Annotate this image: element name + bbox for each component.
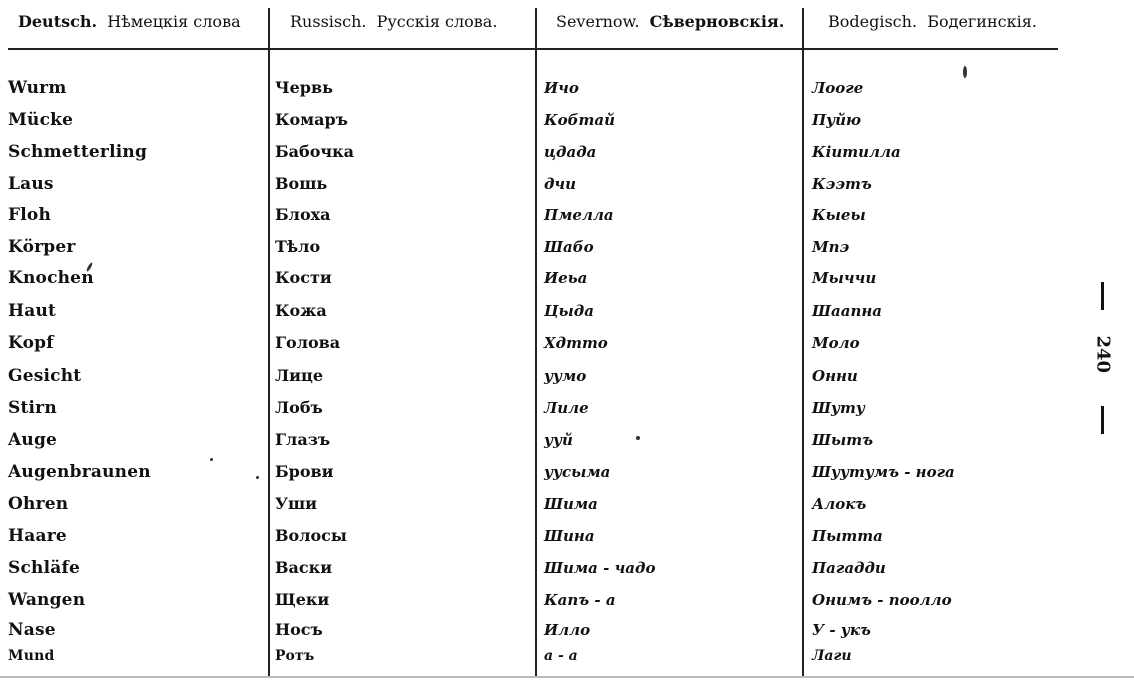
page-bottom-edge [0, 676, 1134, 678]
table-row [0, 333, 1060, 365]
cell-severnow: цдада [544, 143, 597, 161]
cell-bodegisch: Онни [812, 367, 858, 385]
cell-bodegisch: Лооге [812, 79, 864, 97]
table-row [0, 646, 1060, 678]
cell-severnow: Илло [544, 621, 591, 639]
cell-deutsch: Stirn [8, 398, 57, 418]
table-row [0, 78, 1060, 110]
table-row [0, 301, 1060, 333]
table-row [0, 590, 1060, 622]
cell-bodegisch: Шытъ [812, 431, 874, 449]
page-number-marker [1088, 282, 1118, 442]
header-bodegisch-latin: Bodegisch. [828, 12, 918, 31]
cell-deutsch: Auge [8, 430, 58, 450]
cell-russisch: Ротъ [275, 648, 315, 664]
table-row [0, 558, 1060, 590]
cell-severnow: а - а [544, 648, 578, 664]
ink-speck [963, 66, 967, 78]
table-row [0, 205, 1060, 237]
header-rule [8, 48, 1058, 50]
cell-bodegisch: Моло [812, 334, 860, 352]
cell-bodegisch: Кээтъ [812, 175, 872, 193]
cell-deutsch: Ohren [8, 494, 69, 514]
table-row [0, 237, 1060, 269]
cell-deutsch: Haare [8, 526, 67, 546]
cell-deutsch: Schläfe [8, 558, 80, 578]
cell-russisch: Бабочка [275, 142, 355, 161]
cell-bodegisch: Мпэ [812, 238, 850, 256]
header-severnow-latin: Severnow. [556, 12, 640, 31]
table-row [0, 494, 1060, 526]
table-row [0, 398, 1060, 430]
cell-deutsch: Floh [8, 205, 52, 225]
cell-russisch: Щеки [275, 590, 330, 609]
cell-russisch: Носъ [275, 620, 323, 639]
table-header [0, 0, 1060, 50]
cell-severnow: Шима - чадо [544, 559, 656, 577]
cell-deutsch: Laus [8, 174, 54, 194]
ink-speck [210, 458, 213, 461]
page-number-dash-top [1101, 282, 1104, 310]
header-russisch [290, 12, 497, 31]
cell-russisch: Глазъ [275, 430, 331, 449]
cell-bodegisch: Мыччи [812, 269, 877, 287]
cell-russisch: Кожа [275, 301, 327, 320]
cell-bodegisch: Кіитилла [812, 143, 901, 161]
cell-bodegisch: Лаги [812, 648, 852, 664]
cell-severnow: Цыда [544, 302, 594, 320]
cell-severnow: Лиле [544, 399, 589, 417]
header-deutsch-cyrillic: Нѣмецкія слова [107, 12, 241, 31]
header-deutsch [18, 12, 241, 31]
header-russisch-latin: Russisch. [290, 12, 367, 31]
cell-severnow: Шабо [544, 238, 594, 256]
cell-severnow: уусыма [544, 463, 611, 481]
cell-russisch: Лице [275, 366, 324, 385]
cell-deutsch: Nase [8, 620, 56, 640]
cell-deutsch: Wurm [8, 78, 67, 98]
table-row [0, 366, 1060, 398]
cell-severnow: Кобтай [544, 111, 615, 129]
cell-severnow: Иеьа [544, 269, 588, 287]
cell-bodegisch: Шуту [812, 399, 865, 417]
table-row [0, 174, 1060, 206]
cell-deutsch: Augenbraunen [8, 462, 151, 482]
table-row [0, 430, 1060, 462]
cell-bodegisch: Шаапна [812, 302, 883, 320]
cell-bodegisch: Шуутумъ - нога [812, 463, 955, 481]
header-deutsch-latin: Deutsch. [18, 12, 98, 31]
cell-russisch: Комаръ [275, 110, 348, 129]
cell-deutsch: Kopf [8, 333, 54, 353]
ink-speck [636, 436, 640, 440]
cell-russisch: Тѣло [275, 237, 321, 256]
table-row [0, 526, 1060, 558]
cell-bodegisch: Пагадди [812, 559, 886, 577]
cell-severnow: Хдтто [544, 334, 608, 352]
cell-severnow: Шина [544, 527, 595, 545]
table-row [0, 462, 1060, 494]
header-severnow [556, 12, 784, 31]
cell-russisch: Васки [275, 558, 333, 577]
cell-russisch: Брови [275, 462, 334, 481]
header-bodegisch [828, 12, 1037, 31]
cell-severnow: Пмелла [544, 206, 614, 224]
cell-deutsch: Gesicht [8, 366, 82, 386]
cell-severnow: уумо [544, 367, 587, 385]
cell-severnow: ууй [544, 431, 573, 449]
cell-russisch: Блоха [275, 205, 331, 224]
cell-bodegisch: У - укъ [812, 621, 871, 639]
cell-bodegisch: Пытта [812, 527, 883, 545]
cell-bodegisch: Кыеы [812, 206, 866, 224]
header-severnow-cyrillic: Сѣверновскія. [649, 12, 785, 31]
cell-russisch: Уши [275, 494, 318, 513]
table-row [0, 110, 1060, 142]
cell-deutsch: Haut [8, 301, 57, 321]
cell-russisch: Лобъ [275, 398, 323, 417]
cell-deutsch: Mund [8, 648, 55, 664]
table-row [0, 268, 1060, 300]
cell-bodegisch: Пуйю [812, 111, 862, 129]
cell-russisch: Кости [275, 268, 332, 287]
cell-russisch: Вошь [275, 174, 328, 193]
page-number-dash-bottom [1101, 406, 1104, 434]
cell-severnow: Ичо [544, 79, 579, 97]
page-number: 240 [1092, 335, 1114, 374]
cell-deutsch: Körper [8, 237, 76, 257]
cell-bodegisch: Алокъ [812, 495, 867, 513]
cell-russisch: Червь [275, 78, 333, 97]
cell-severnow: Шима [544, 495, 598, 513]
cell-deutsch: Mücke [8, 110, 74, 130]
ink-speck [256, 476, 259, 479]
cell-deutsch: Schmetterling [8, 142, 148, 162]
table-row [0, 142, 1060, 174]
cell-russisch: Голова [275, 333, 341, 352]
cell-severnow: дчи [544, 175, 577, 193]
header-russisch-cyrillic: Русскія слова. [376, 12, 498, 31]
cell-russisch: Волосы [275, 526, 347, 545]
cell-deutsch: Knochen [8, 268, 94, 288]
cell-bodegisch: Онимъ - поолло [812, 591, 952, 609]
cell-deutsch: Wangen [8, 590, 86, 610]
cell-severnow: Капъ - а [544, 591, 616, 609]
header-bodegisch-cyrillic: Бодегинскія. [927, 12, 1037, 31]
